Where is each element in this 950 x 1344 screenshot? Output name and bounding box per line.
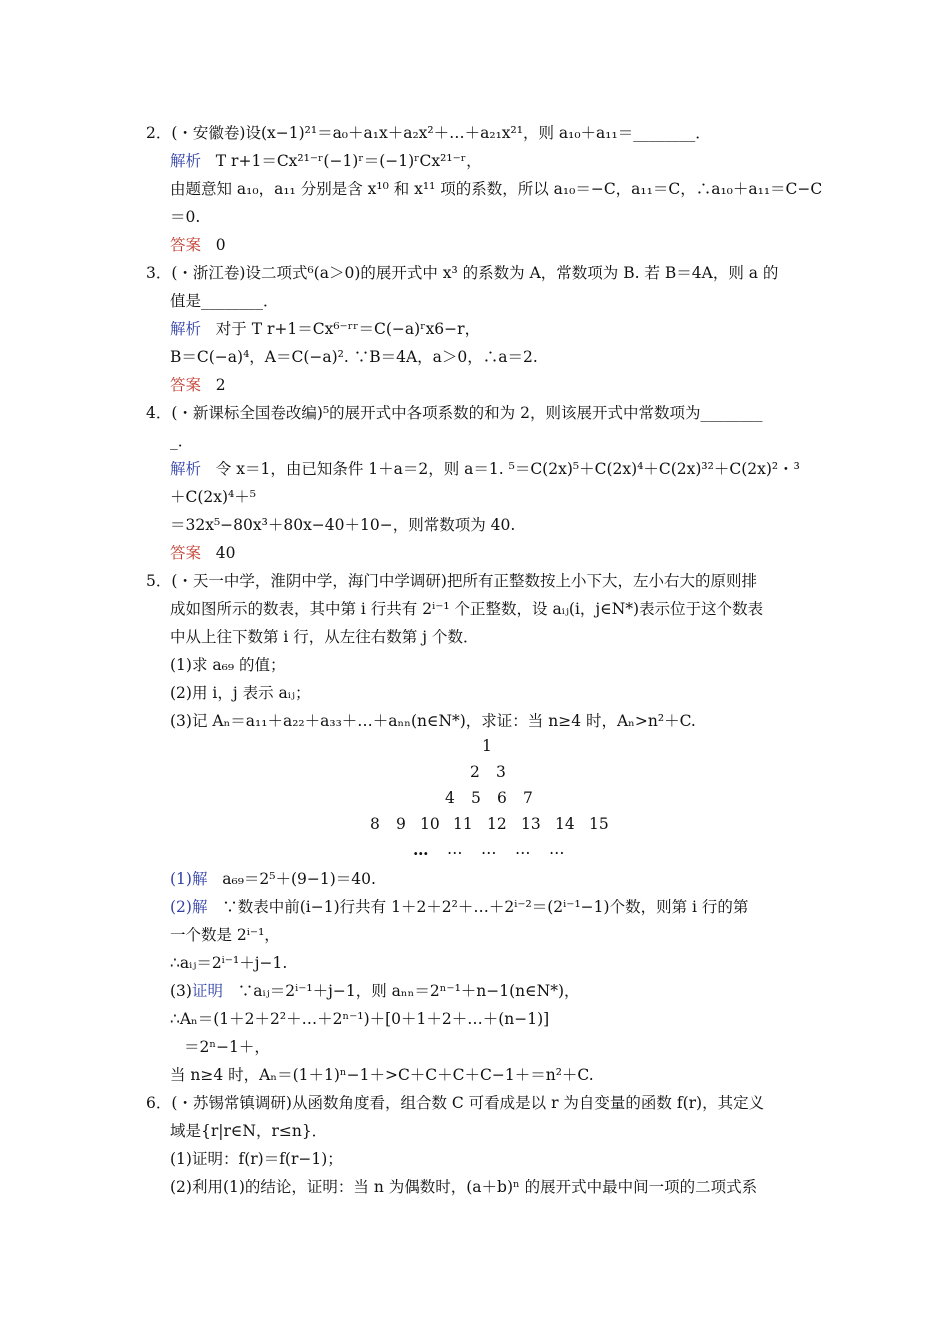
- answer-value: 2: [215, 376, 226, 394]
- triangle-cell: 2: [470, 763, 480, 781]
- analysis-text: T r+1＝Cx²¹⁻ʳ(−1)ʳ＝(−1)ʳCx²¹⁻ʳ，: [215, 152, 482, 170]
- problem-5-sub1: (1)求 a₆₉ 的值；: [170, 656, 286, 674]
- problem-3-analysis: [170, 318, 480, 340]
- problem-3-question-line2: 值是________．: [170, 292, 279, 310]
- triangle-cell: 11: [453, 815, 473, 833]
- problem-5-solution-3-line4: 当 n≥4 时，Aₙ＝(1＋1)ⁿ−1＋>C＋C＋C＋C−1＋＝n²＋C.: [170, 1066, 594, 1084]
- problem-5-solution-3-line2: ∴Aₙ＝(1＋2＋2²＋…＋2ⁿ⁻¹)＋[0＋1＋2＋…＋(n−1)]: [170, 1010, 550, 1028]
- triangle-cell: 14: [555, 815, 575, 833]
- problem-5-question-line3: 中从上往下数第 i 行，从左往右数第 j 个数．: [170, 628, 479, 646]
- triangle-cell: 1: [482, 737, 492, 755]
- analysis-label: 解析: [170, 460, 202, 478]
- problem-2-question: 2．(・安徽卷)设(x−1)²¹＝a₀＋a₁x＋a₂x²＋…＋a₂₁x²¹，则 a₁₀＋a₁₁＝________．: [146, 124, 711, 142]
- problem-3-question: 3．(・浙江卷)设二项式⁶(a＞0)的展开式中 x³ 的系数为 A，常数项为 B. 若 B＝4A，则 a 的: [146, 264, 779, 282]
- analysis-label: 解析: [170, 152, 202, 170]
- solution-text: ∵数表中前(i−1)行共有 1＋2＋2²＋…＋2ⁱ⁻²＝(2ⁱ⁻¹−1)个数，则第 i 行的第: [222, 898, 749, 916]
- problem-4-question: 4．(・新课标全国卷改编)⁵的展开式中各项系数的和为 2，则该展开式中常数项为________: [146, 404, 763, 422]
- triangle-ellipsis: …: [549, 840, 565, 858]
- problem-5-solution-2: [170, 896, 748, 918]
- triangle-ellipsis: …: [481, 840, 497, 858]
- problem-6-sub1: (1)证明：f(r)＝f(r−1)；: [170, 1150, 343, 1168]
- triangle-cell: 9: [396, 815, 406, 833]
- problem-2-analysis-line3: ＝0.: [170, 208, 201, 226]
- solution-label: (1)解: [170, 870, 208, 888]
- problem-2-answer: [170, 234, 226, 256]
- problem-6-sub2: (2)利用(1)的结论，证明：当 n 为偶数时，(a＋b)ⁿ 的展开式中最中间一项的二项式系: [170, 1178, 758, 1196]
- triangle-cell: 6: [497, 789, 507, 807]
- problem-6-question: 6．(・苏锡常镇调研)从函数角度看，组合数 C 可看成是以 r 为自变量的函数 f(r)，其定义: [146, 1094, 765, 1112]
- triangle-cell: 5: [471, 789, 481, 807]
- problem-4-question-line2: _．: [170, 432, 194, 450]
- triangle-cell: 7: [523, 789, 533, 807]
- triangle-cell: 15: [589, 815, 609, 833]
- problem-6-question-line2: 域是{r|r∈N，r≤n}．: [170, 1122, 328, 1140]
- problem-5-question: 5．(・天一中学，淮阴中学，海门中学调研)把所有正整数按上小下大，左小右大的原则排: [146, 572, 757, 590]
- problem-5-solution-3: [170, 980, 580, 1002]
- problem-4-analysis: [170, 458, 800, 480]
- problem-5-solution-1: [170, 868, 376, 890]
- solution-number: (3): [170, 982, 192, 1000]
- triangle-ellipsis: …: [515, 840, 531, 858]
- answer-value: 40: [215, 544, 236, 562]
- problem-5-sub2: (2)用 i，j 表示 aᵢⱼ；: [170, 684, 311, 702]
- analysis-label: 解析: [170, 320, 202, 338]
- solution-label: (2)解: [170, 898, 208, 916]
- triangle-ellipsis: …: [447, 840, 463, 858]
- solution-text: ∵aᵢⱼ＝2ⁱ⁻¹＋j−1，则 aₙₙ＝2ⁿ⁻¹＋n−1(n∈N*)，: [237, 982, 580, 1000]
- problem-2-analysis-line2: 由题意知 a₁₀，a₁₁ 分别是含 x¹⁰ 和 x¹¹ 项的系数，所以 a₁₀＝−C，a₁₁＝C，∴a₁₀＋a₁₁＝C−C: [170, 180, 823, 198]
- problem-4-analysis-line2: ＋C(2x)⁴＋⁵: [170, 488, 256, 506]
- answer-label: 答案: [170, 544, 202, 562]
- answer-value: 0: [215, 236, 226, 254]
- problem-4-answer: [170, 542, 236, 564]
- solution-text: a₆₉＝2⁵＋(9−1)＝40.: [222, 870, 376, 888]
- answer-label: 答案: [170, 376, 202, 394]
- problem-5-solution-3-line3: ＝2ⁿ−1＋，: [184, 1038, 270, 1056]
- problem-5-solution-2-line3: ∴aᵢⱼ＝2ⁱ⁻¹＋j−1.: [170, 954, 288, 972]
- triangle-cell: 10: [420, 815, 440, 833]
- triangle-cell: 4: [445, 789, 455, 807]
- problem-3-answer: [170, 374, 226, 396]
- triangle-cell: 8: [370, 815, 380, 833]
- problem-5-sub3: (3)记 Aₙ＝a₁₁＋a₂₂＋a₃₃＋…＋aₙₙ(n∈N*)，求证：当 n≥4 时，Aₙ>n²＋C.: [170, 712, 696, 730]
- proof-label: 证明: [191, 982, 223, 1000]
- problem-3-analysis-line2: B＝C(−a)⁴，A＝C(−a)². ∵B＝4A，a＞0，∴a＝2.: [170, 348, 538, 366]
- triangle-cell: 3: [496, 763, 506, 781]
- problem-5-solution-2-line2: 一个数是 2ⁱ⁻¹，: [170, 926, 280, 944]
- problem-5-question-line2: 成如图所示的数表，其中第 i 行共有 2ⁱ⁻¹ 个正整数，设 aᵢⱼ(i，j∈N*)表示位于这个数表: [170, 600, 764, 618]
- triangle-cell: 13: [521, 815, 541, 833]
- triangle-cell: 12: [487, 815, 507, 833]
- triangle-ellipsis: …: [413, 840, 429, 859]
- answer-label: 答案: [170, 236, 202, 254]
- analysis-text: 令 x＝1，由已知条件 1＋a＝2，则 a＝1. ⁵＝C(2x)⁵＋C(2x)⁴＋C(2x)³²＋C(2x)²・³: [215, 460, 800, 478]
- analysis-text: 对于 T r+1＝Cx⁶⁻ʳʳ＝C(−a)ʳx6−r，: [215, 320, 481, 338]
- problem-4-analysis-line3: ＝32x⁵−80x³＋80x−40＋10−，则常数项为 40.: [170, 516, 516, 534]
- problem-2-analysis: [170, 150, 482, 172]
